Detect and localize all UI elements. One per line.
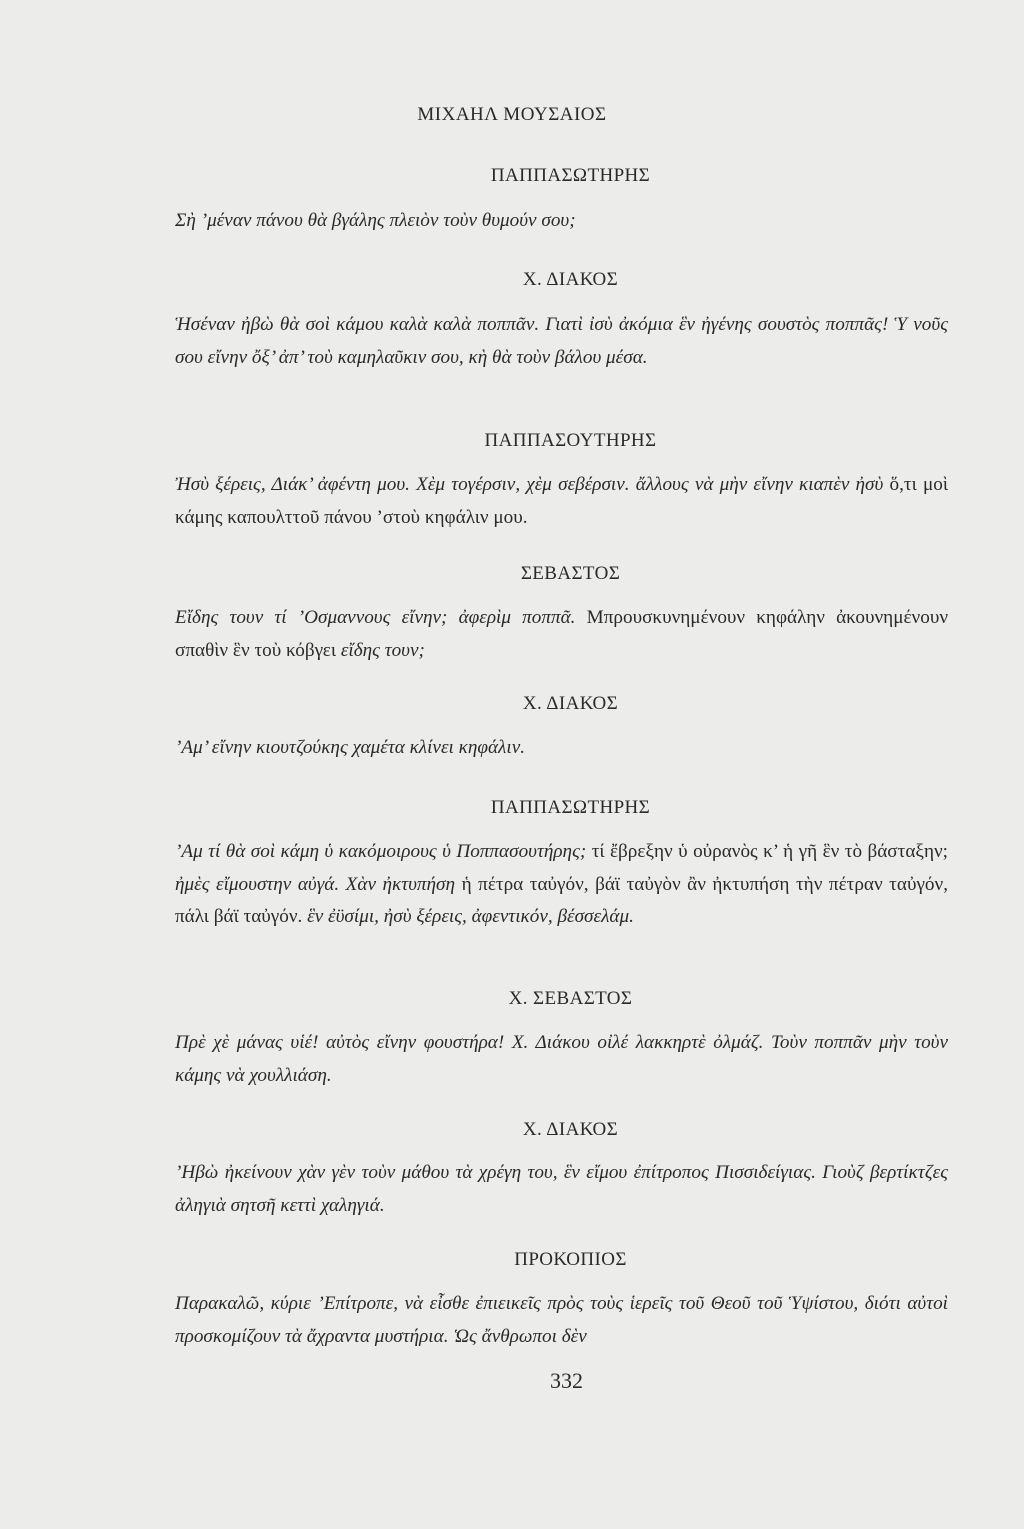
speaker-name: Χ. ΔΙΑΚΟΣ [522,693,619,714]
speech-span: Παρακαλῶ, κύριε ’Επίτροπε, νὰ εἶσθε ἐπιεικεῖς πρὸς τοὺς ἱερεῖς τοῦ Θεοῦ τοῦ Ὑψίστου, διότι αὐτοὶ προσκομίζουν τὰ ἄχραντα μυστήρια. Ὡς ἄνθρωποι δὲν [175,1293,948,1347]
speaker-name: ΠΑΠΠΑΣΩΤΗΡΗΣ [490,797,651,818]
speech-text [175,205,948,238]
speech-text [175,1027,948,1092]
speech-span: Μπρουσκυνημένουν κηφάλην ἀκουνημένουν σπαθὶν ἓν τοὺ κόβγει [175,607,948,661]
running-head: ΜΙΧΑΗΛ ΜΟΥΣΑΙΟΣ [417,104,607,125]
speech-text [175,469,948,534]
speech-span: ἠμὲς εἴμουστην αὐγά. Χὰν ἠκτυπήση [175,873,462,895]
speaker-name: ΠΑΠΠΑΣΟΥΤΗΡΗΣ [484,430,657,451]
speaker-name: ΠΡΟΚΟΠΙΟΣ [514,1249,627,1270]
speech-span: τί ἔβρεξην ὑ οὐρανὸς κ’ ἡ γῆ ἓν τὸ βάσταξην; [591,841,948,862]
speaker-name: Χ. ΔΙΑΚΟΣ [522,1119,619,1140]
speech-span: Ἠσὺ ξέρεις, Διάκ’ ἀφέντη μου. Χὲμ τογέρσιν, χὲμ σεβέρσιν. ἄλλους νὰ μὴν εἴνην κιαπὲν ἠσὺ [175,474,890,495]
speech-text [175,1288,948,1353]
speaker-name: ΣΕΒΑΣΤΟΣ [520,563,621,584]
speech-text [175,602,948,667]
speech-span: ἓν ἐϋσίμι, ἠσὺ ξέρεις, ἀφεντικόν, βέσσελάμ. [307,906,634,928]
speech-span: Πρὲ χὲ μάνας υἱέ! αὐτὸς εἴνην φουστήρα! Χ. Διάκου οἰλέ λακκηρτὲ ὀλμάζ. Τοὺν ποππᾶν μὴν τοὺν κάμης νὰ χουλλιάση. [175,1032,948,1086]
speaker-name: ΠΑΠΠΑΣΩΤΗΡΗΣ [490,165,651,186]
speech-text [175,1157,948,1222]
speech-span: Εἴδης τουν τί ’Οσμαννους εἴνην; ἀφερὶμ ποππᾶ. [175,607,587,628]
speech-span: ’Αμ’ εἴνην κιουτζούκης χαμέτα κλίνει κηφάλιν. [175,737,526,758]
speaker-name: Χ. ΔΙΑΚΟΣ [522,269,619,290]
speech-text [175,309,948,374]
speech-span: Σὴ ’μέναν πάνου θὰ βγάλης πλειὸν τοὺν θυμούν σου; [175,210,576,231]
speaker-name: Χ. ΣΕΒΑΣΤΟΣ [508,988,633,1009]
speech-span: ’Αμ τί θὰ σοὶ κάμη ὑ κακόμοιρους ὑ Ποππασουτήρης; [175,841,592,862]
speech-span: ἡ πέτρα ταὐγόν, βάϊ ταὐγὸν ἂν ἠκτυπήση τὴν πέτραν ταὐγόν, πάλι βάϊ ταὐγόν. [175,873,948,928]
speech-text [175,732,948,765]
page-number: 332 [550,1368,583,1393]
speech-span: εἴδης τουν; [340,639,425,661]
speech-span: Ἡσέναν ἠβὼ θὰ σοὶ κάμου καλὰ καλὰ ποππᾶν. Γιατὶ ἰσὺ ἀκόμια ἓν ἠγένης σουστὸς ποππᾶς! Ὑ νοῦς σου εἴνην ὄξ’ ἀπ’ τοὺ καμηλαῦκιν σου, κὴ θὰ τοὺν βάλου μέσα. [175,314,948,368]
speech-span: ὅ,τι μοὶ κάμης καπουλττοῦ πάνου ’στοὺ κηφάλιν μου. [175,474,949,528]
speech-span: ’Ηβὼ ἠκείνουν χὰν γὲν τοὺν μάθου τὰ χρέγη του, ἓν εἴμου ἐπίτροπος Πισσιδείγιας. Γιοὺζ βερτίκτζες ἀληγιὰ σητσῆ κεττὶ χαληγιά. [175,1162,948,1216]
speech-text [175,836,948,934]
